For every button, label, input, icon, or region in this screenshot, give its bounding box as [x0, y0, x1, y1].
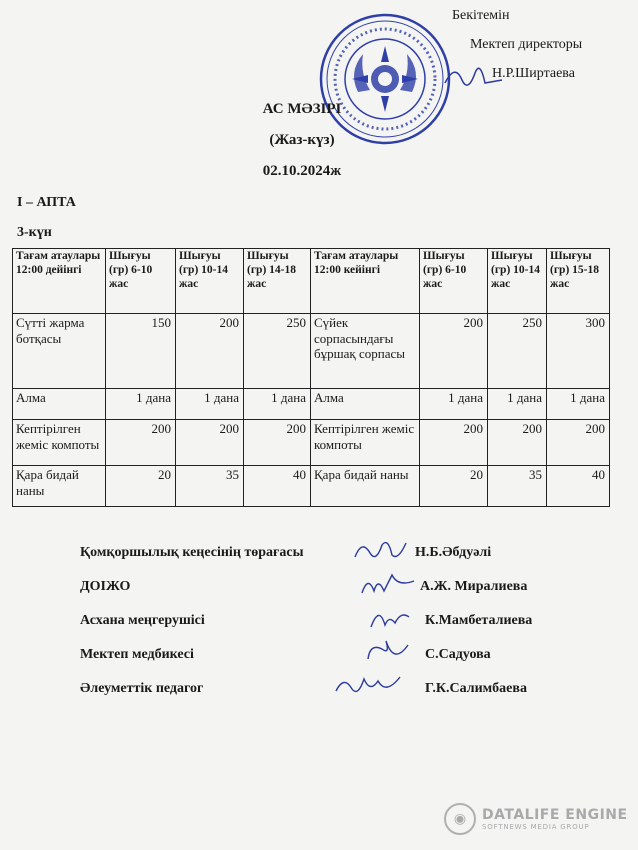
header-yield-6-10-after: Шығуы (гр) 6-10 жас	[420, 249, 488, 314]
header-yield-10-14-after: Шығуы (гр) 10-14 жас	[488, 249, 547, 314]
signature	[350, 533, 410, 567]
table-header-row	[13, 249, 610, 314]
yield-cell: 35	[176, 466, 244, 507]
yield-cell: 20	[106, 466, 176, 507]
signer-row	[80, 579, 580, 613]
dish-cell: Сүйек сорпасындағы бұршақ сорпасы	[311, 314, 420, 389]
yield-cell: 250	[244, 314, 311, 389]
signer-role: Қомқоршылық кеңесінің төрағасы	[80, 545, 304, 560]
yield-cell: 40	[547, 466, 610, 507]
signers-block	[80, 545, 580, 715]
signer-name: А.Ж. Миралиева	[420, 579, 528, 594]
yield-cell: 150	[106, 314, 176, 389]
dish-cell: Сүтті жарма ботқасы	[13, 314, 106, 389]
yield-cell: 200	[244, 420, 311, 466]
signer-name: К.Мамбеталиева	[425, 613, 533, 628]
yield-cell: 1 дана	[176, 389, 244, 420]
dish-cell: Қара бидай наны	[311, 466, 420, 507]
yield-cell: 250	[488, 314, 547, 389]
yield-cell: 1 дана	[420, 389, 488, 420]
watermark	[444, 803, 628, 835]
yield-cell: 300	[547, 314, 610, 389]
dish-cell: Кептірілген жеміс компоты	[13, 420, 106, 466]
yield-cell: 200	[420, 420, 488, 466]
yield-cell: 200	[420, 314, 488, 389]
signature	[330, 669, 405, 703]
header-yield-14-18: Шығуы (гр) 14-18 жас	[244, 249, 311, 314]
yield-cell: 200	[176, 420, 244, 466]
signer-role: Әлеуметтік педагог	[80, 681, 204, 696]
yield-cell: 200	[547, 420, 610, 466]
approval-heading: Бекітемін	[452, 8, 510, 23]
approval-position: Мектеп директоры	[470, 37, 583, 52]
signature	[358, 567, 418, 601]
dish-cell: Алма	[311, 389, 420, 420]
table-row	[13, 420, 610, 466]
datalife-logo-icon: ◉	[444, 803, 476, 835]
signature	[365, 601, 415, 635]
day-label: 3-күн	[17, 225, 52, 240]
director-signature	[440, 58, 510, 98]
dish-cell: Кептірілген жеміс компоты	[311, 420, 420, 466]
header-dish-before-noon: Тағам атаулары 12:00 дейінгі	[13, 249, 106, 314]
approval-director-name: Н.Р.Ширтаева	[492, 66, 575, 81]
dish-cell: Қара бидай наны	[13, 466, 106, 507]
signer-name: Н.Б.Әбдуәлі	[415, 545, 492, 560]
signer-role: ДОІЖО	[80, 579, 131, 594]
yield-cell: 20	[420, 466, 488, 507]
watermark-subtitle: SOFTNEWS MEDIA GROUP	[482, 823, 590, 831]
header-dish-after-noon: Тағам атаулары 12:00 кейінгі	[311, 249, 420, 314]
signature	[360, 635, 415, 669]
table-row	[13, 314, 610, 389]
signer-role: Мектеп медбикесі	[80, 647, 194, 662]
yield-cell: 40	[244, 466, 311, 507]
season-subtitle: (Жаз-күз)	[269, 132, 335, 148]
menu-table	[12, 248, 610, 507]
header-yield-6-10: Шығуы (гр) 6-10 жас	[106, 249, 176, 314]
watermark-title: DATALIFE ENGINE	[482, 807, 628, 823]
yield-cell: 200	[106, 420, 176, 466]
menu-date: 02.10.2024ж	[262, 163, 342, 179]
menu-title: АС МӘЗІРІ	[262, 101, 342, 117]
yield-cell: 1 дана	[244, 389, 311, 420]
table-row	[13, 466, 610, 507]
dish-cell: Алма	[13, 389, 106, 420]
yield-cell: 1 дана	[488, 389, 547, 420]
signer-row	[80, 613, 580, 647]
yield-cell: 1 дана	[547, 389, 610, 420]
header-yield-10-14: Шығуы (гр) 10-14 жас	[176, 249, 244, 314]
week-label: І – АПТА	[17, 195, 76, 210]
yield-cell: 1 дана	[106, 389, 176, 420]
yield-cell: 200	[176, 314, 244, 389]
signer-role: Асхана меңгерушісі	[80, 613, 205, 628]
signer-row	[80, 545, 580, 579]
yield-cell: 35	[488, 466, 547, 507]
official-seal-stamp	[318, 12, 452, 146]
signer-name: С.Садуова	[425, 647, 491, 662]
signer-row	[80, 681, 580, 715]
yield-cell: 200	[488, 420, 547, 466]
table-row	[13, 389, 610, 420]
header-yield-15-18-after: Шығуы (гр) 15-18 жас	[547, 249, 610, 314]
signer-name: Г.К.Салимбаева	[425, 681, 527, 696]
